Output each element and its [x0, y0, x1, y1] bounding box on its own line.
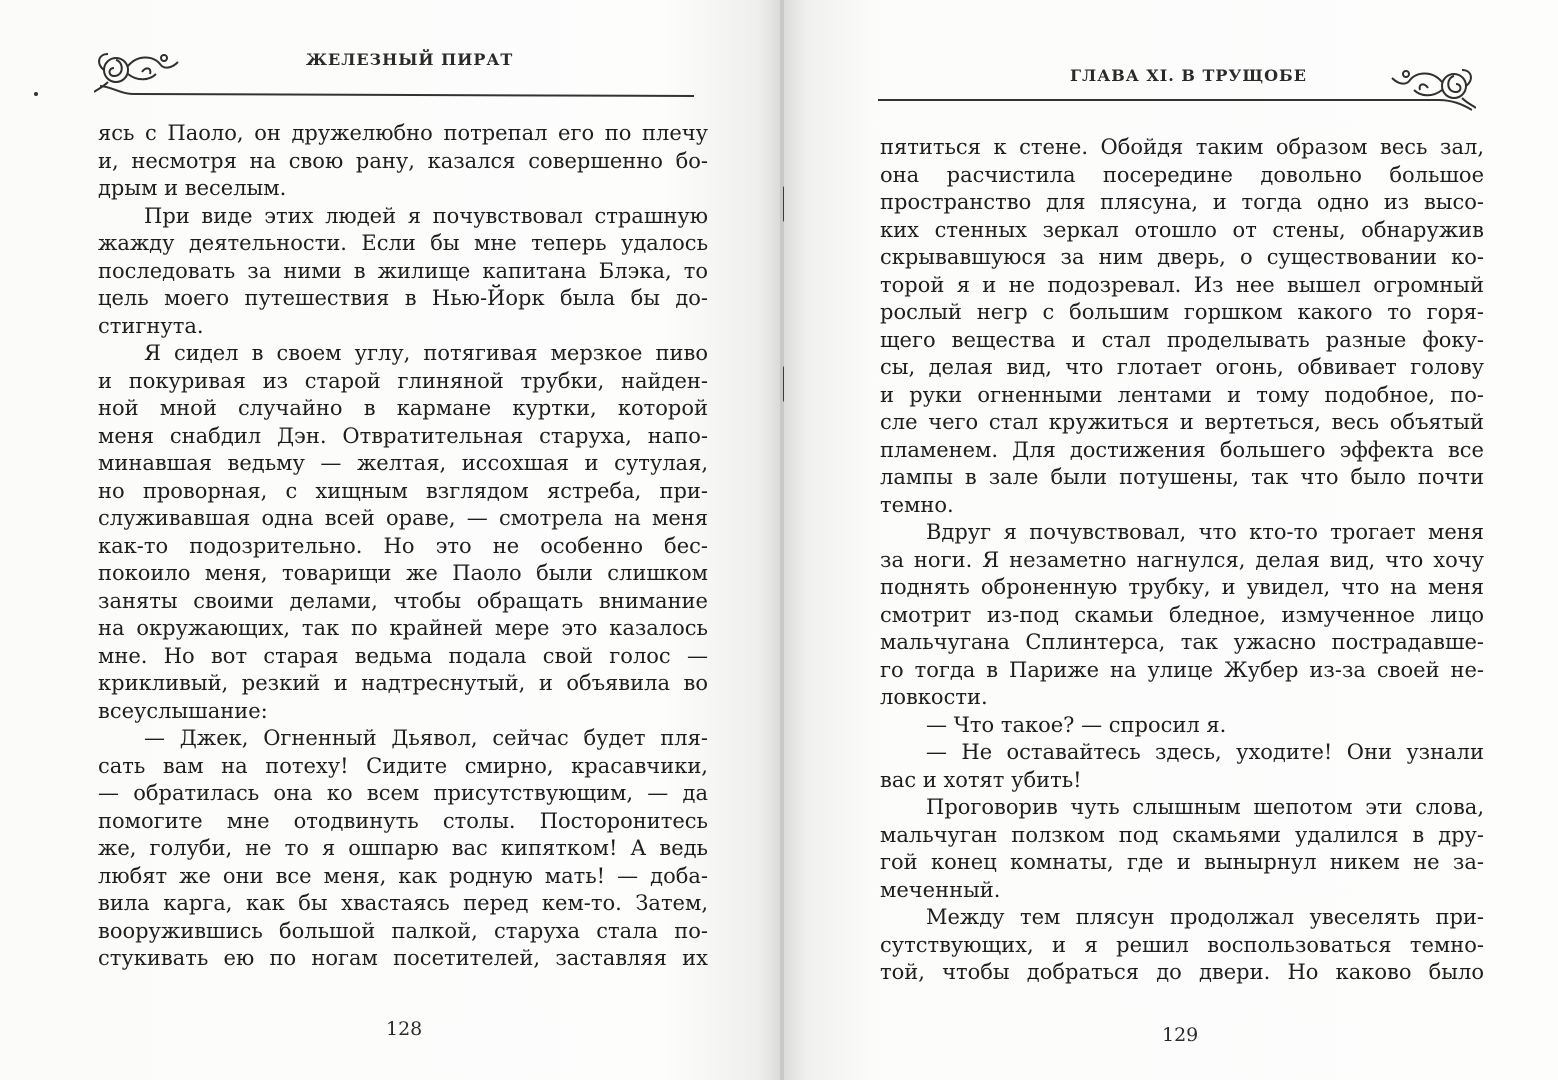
text-line: — обратилась она ко всем присутствующим, — да — [98, 781, 708, 805]
text-line: торой я и не подозревал. Из нее вышел огромный — [880, 272, 1484, 297]
right-page-number: 129 — [1162, 1024, 1199, 1046]
text-line: При виде этих людей я почувствовал страшную — [144, 203, 708, 228]
left-header-rule — [100, 82, 694, 102]
text-line: дрым и веселым. — [98, 176, 287, 200]
text-line: лампы в зале были потушены, так что было почти — [880, 465, 1484, 489]
text-line: всеуслышание: — [98, 698, 268, 723]
text-line: покоило меня, товарищи же Паоло были слишком — [98, 561, 708, 585]
text-line: цель моего путешествия в Нью-Йорк была бы до- — [98, 286, 708, 310]
text-line: рослый негр с большим горшком какого то горя- — [880, 300, 1484, 324]
right-body-text — [880, 134, 1484, 987]
text-line: поднять оброненную трубку, и увидел, что на меня — [880, 575, 1484, 599]
text-line: — Не оставайтесь здесь, уходите! Они узнали — [926, 740, 1484, 764]
text-line: мальчугана Сплинтерса, так ужасно пострадавше- — [880, 630, 1484, 654]
text-line: сутствующих, и я решил воспользоваться темно- — [880, 932, 1484, 957]
text-line: ной мной случайно в кармане куртки, которой — [98, 396, 708, 420]
text-line: служивавшая одна всей ораве, — смотрела на меня — [98, 506, 708, 530]
text-line: темно. — [880, 492, 954, 517]
text-line: вооружившись большой палкой, старуха стала по- — [98, 918, 708, 943]
text-line: помогите мне отодвинуть столы. Посторонитесь — [98, 808, 708, 833]
right-header-rule — [878, 94, 1472, 114]
left-running-head: ЖЕЛЕЗНЫЙ ПИРАТ — [306, 50, 514, 69]
text-line: вила карга, как бы хвастаясь перед кем-то. Затем, — [98, 891, 708, 915]
right-page — [784, 0, 1558, 1080]
text-line: за ноги. Я незаметно нагнулся, делая вид, что хочу — [880, 547, 1484, 572]
print-speck — [34, 92, 38, 96]
text-line: заняты своими делами, чтобы обращать внимание — [98, 588, 708, 613]
text-line: как-то подозрительно. Но это не особенно бес- — [98, 533, 708, 558]
left-page-number: 128 — [386, 1018, 423, 1040]
text-line: ясь с Паоло, он дружелюбно потрепал его по плечу — [98, 121, 708, 145]
text-line: — Джек, Огненный Дьявол, сейчас будет пля- — [144, 726, 708, 750]
text-line: ких стенных зеркал отошло от стены, обнаружив — [880, 217, 1484, 242]
text-line: — Что такое? — спросил я. — [926, 712, 1227, 737]
text-line: Вдруг я почувствовал, что кто-то трогает меня — [926, 520, 1484, 544]
text-line: пятиться к стене. Обойдя таким образом весь зал, — [880, 135, 1484, 159]
text-line: мальчуган ползком под скамьями удалился в дру- — [880, 822, 1484, 847]
left-body-text — [98, 120, 708, 973]
text-line: и, несмотря на свою рану, казался совершенно бо- — [98, 148, 708, 173]
text-line: минавшая ведьму — желтая, иссохшая и сутулая, — [98, 451, 708, 475]
text-line: пространство для плясуна, и тогда одно из высо- — [880, 190, 1484, 214]
text-line: но проворная, с хищным взглядом ястреба, при- — [98, 478, 708, 503]
text-line: стигнута. — [98, 313, 204, 338]
text-line: крикливый, резкий и надтреснутый, и объявила во — [98, 671, 708, 695]
text-line: последовать за ними в жилище капитана Блэка, то — [98, 258, 708, 283]
text-line: же, голуби, не то я ошпарю вас кипятком! А ведь — [98, 836, 708, 860]
text-line: ловкости. — [880, 685, 988, 709]
text-line: той, чтобы добраться до двери. Но каково было — [880, 960, 1484, 984]
text-line: пламенем. Для достижения большего эффекта все — [880, 437, 1484, 462]
text-line: сы, делая вид, что глотает огонь, обвивает голову — [880, 355, 1484, 379]
text-line: мне. Но вот старая ведьма подала свой голос — — [98, 643, 708, 668]
text-line: жажду деятельности. Если бы мне теперь удалось — [98, 231, 708, 255]
text-line: любят же они все меня, как родную мать! — доба- — [98, 863, 708, 888]
text-line: и руки огненными лентами и тому подобное, по- — [880, 382, 1484, 407]
text-line: скрывавшуюся за ним дверь, о существовании ко- — [880, 245, 1484, 269]
text-line: Проговорив чуть слышным шепотом эти слова, — [926, 795, 1484, 819]
text-line: на окружающих, так по крайней мере это казалось — [98, 616, 708, 640]
text-line: стукивать ею по ногам посетителей, заставляя их — [98, 946, 708, 970]
text-line: вас и хотят убить! — [880, 767, 1082, 792]
text-line: го тогда в Париже на улице Жубер из-за своей не- — [880, 657, 1484, 682]
text-line: меня снабдил Дэн. Отвратительная старуха, напо- — [98, 423, 708, 448]
text-line: и покуривая из старой глиняной трубки, найден- — [98, 368, 708, 393]
text-line: сать вам на потеху! Сидите смирно, красавчики, — [98, 753, 708, 778]
text-line: Я сидел в своем углу, потягивая мерзкое пиво — [144, 341, 708, 365]
text-line: смотрит из-под скамьи бледное, измученное лицо — [880, 602, 1484, 627]
text-line: гой конец комнаты, где и вынырнул никем не за- — [880, 850, 1484, 874]
text-line: меченный. — [880, 877, 1001, 902]
text-line: она расчистила посередине довольно большое — [880, 162, 1484, 187]
text-line: сле чего стал кружиться и вертеться, весь объятый — [880, 410, 1484, 434]
text-line: щего вещества и стал проделывать разные фоку- — [880, 327, 1484, 352]
text-line: Между тем плясун продолжал увеселять при- — [926, 905, 1484, 929]
right-running-head: ГЛАВА XI. В ТРУЩОБЕ — [1070, 66, 1307, 85]
